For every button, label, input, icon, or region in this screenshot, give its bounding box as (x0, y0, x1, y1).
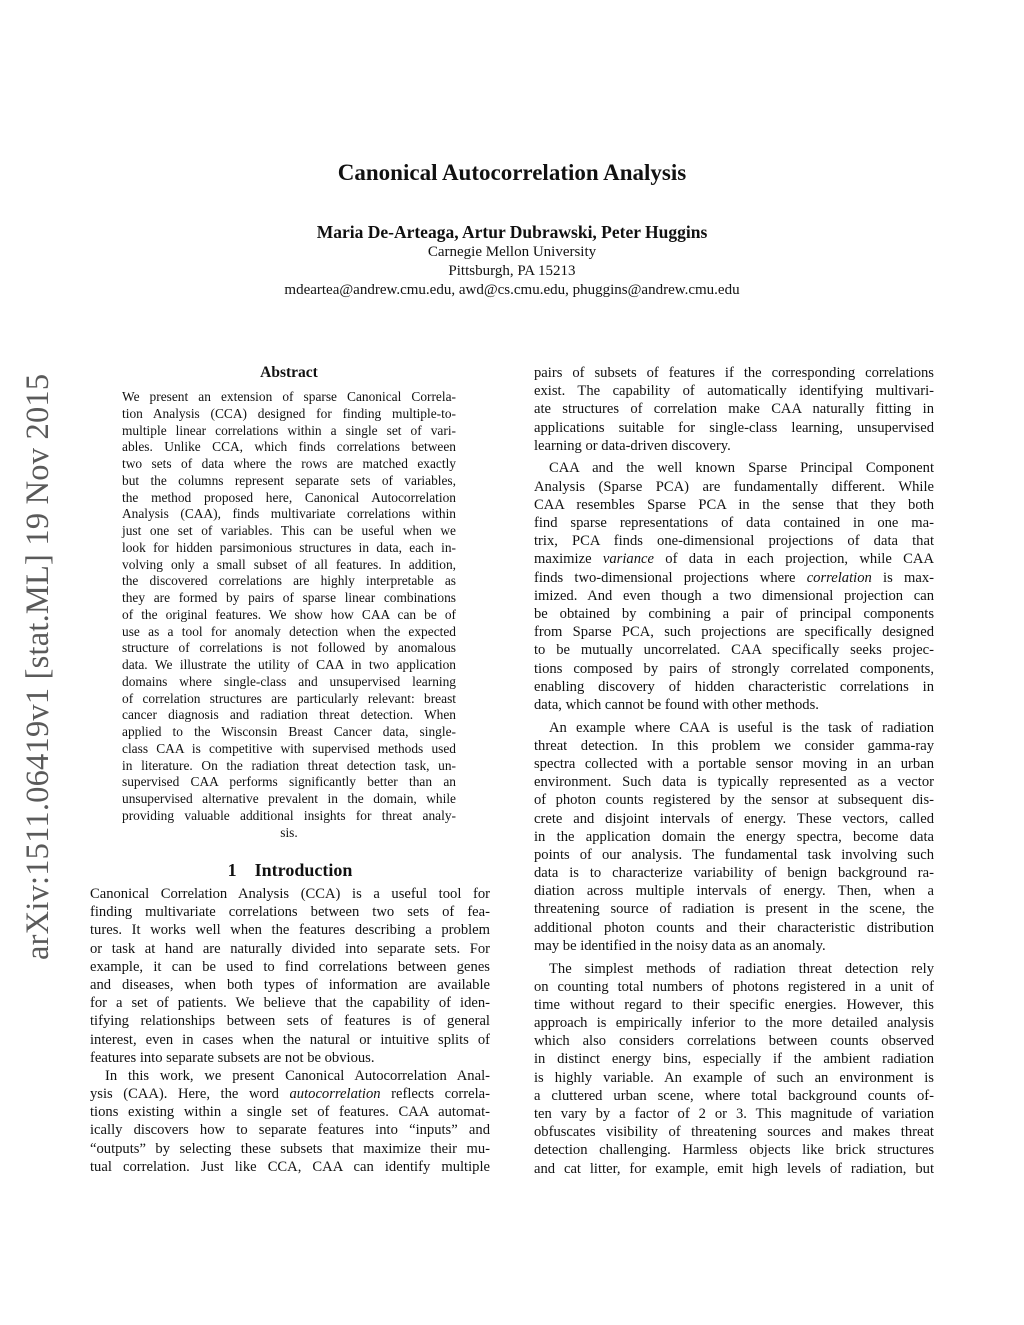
paragraph (534, 960, 934, 1178)
text-line: tual correlation. Just like CCA, CAA can identify multiple (90, 1158, 490, 1175)
paragraph (90, 1067, 490, 1176)
text-line: two sets of data where the rows are matched exactly (122, 456, 456, 471)
text-line: additional photon counts and their characteristic distribution (534, 919, 934, 936)
text-line: sis. (280, 824, 298, 840)
paragraph (90, 885, 490, 1067)
text-line: tions composed by pairs of strongly correlated components, (534, 660, 934, 677)
text-line: imized. And even though a two dimensional projection can (534, 587, 934, 604)
arxiv-identifier: arXiv:1511.06419v1 [stat.ML] 19 Nov 2015 (20, 373, 56, 960)
text-line: trix, PCA finds one-dimensional projections of data that (534, 533, 934, 550)
text-line: example, it can be used to find correlations between genes (90, 958, 490, 975)
section-number: 1 (227, 860, 237, 880)
left-column-text (90, 885, 490, 1176)
address: Pittsburgh, PA 15213 (448, 263, 576, 279)
text-line: environment. Such data is typically represented as a vector (534, 774, 934, 791)
text-line: enabling discovery of hidden characteristic correlations in (534, 678, 934, 695)
text-line: time without regard to their specific energies. However, this (534, 996, 934, 1013)
paper-title: Canonical Autocorrelation Analysis (337, 160, 687, 185)
paragraph (534, 719, 934, 955)
text-line: threat detection. In this problem we consider gamma-ray (534, 737, 934, 754)
text-line: is highly variable. An example of such an environment is (534, 1069, 934, 1086)
text-line: pairs of subsets of features if the corresponding correlations (534, 365, 934, 381)
text-line: applied to the Wisconsin Breast Cancer data, single- (122, 724, 456, 739)
text-line: detection challenging. Harmless objects like brick structures (534, 1142, 934, 1159)
text-line: Canonical Correlation Analysis (CCA) is a useful tool for (90, 886, 490, 902)
abstract-text (122, 389, 456, 841)
text-line: CAA and the well known Sparse Principal Component (549, 460, 934, 477)
text-line: class CAA is competitive with supervised methods used (122, 740, 456, 756)
text-line: supervised CAA performs significantly better than an (122, 774, 456, 790)
emphasis: variance (602, 551, 654, 568)
text-line: ate structures of correlation make CAA naturally fitting in (534, 401, 934, 418)
text-line: to be mutually uncorrelated. CAA specifically seeks projec- (534, 642, 934, 659)
text-line: just one set of variables. This can be useful when we (122, 523, 456, 538)
text-line: may be identified in the noisy data as an anomaly. (534, 937, 826, 954)
text-line: diation across multiple intervals of energy. Then, when a (534, 883, 934, 900)
text-line: crete and disjoint intervals of energy. These vectors, called (534, 810, 934, 827)
text-line: use as a tool for anomaly detection when the expected (122, 623, 456, 639)
text-line: from Sparse PCA, such projections are specifically designed (534, 624, 934, 641)
affiliation: Carnegie Mellon University (427, 244, 597, 260)
abstract-heading: Abstract (260, 364, 318, 381)
text-line: ysis (CAA). Here, the word autocorrelation reflects correla- (90, 1086, 490, 1103)
text-line: “outputs” by selecting these subsets that maximize their mu- (90, 1140, 490, 1157)
text-line: tions existing within a single set of features. CAA automat- (90, 1104, 490, 1121)
text-line: multiple linear correlations within a single set of vari- (122, 422, 456, 438)
text-line: features into separate subsets are not be obvious. (90, 1049, 375, 1066)
text-line: look for hidden parsimonious structures in data, each in- (122, 539, 456, 555)
right-column-text (534, 364, 934, 1178)
text-line: be obtained by combining a pair of principal components (534, 605, 934, 622)
text-line: finding multivariate correlations between two sets of fea- (90, 904, 490, 921)
text-line: find sparse representations of data contained in one ma- (534, 515, 934, 531)
text-line: We present an extension of sparse Canonical Correla- (122, 389, 456, 404)
text-line: spectra collected with a portable sensor moving in an urban (534, 755, 934, 772)
text-line: exist. The capability of automatically identifying multivari- (534, 383, 934, 400)
paragraph (534, 364, 934, 455)
text-line: ables. Unlike CCA, which finds correlations between (122, 439, 456, 455)
text-line: the discovered correlations are highly interpretable as (122, 573, 456, 589)
text-line: points of our analysis. The fundamental task involving such (534, 846, 934, 863)
text-line: Analysis (Sparse PCA) are fundamentally different. While (534, 478, 934, 495)
text-line: interest, even in cases when the natural or intuitive splits of (90, 1031, 490, 1048)
text-line: data, which cannot be found with other methods. (534, 696, 819, 713)
text-line: providing valuable additional insights for threat analy- (122, 807, 456, 823)
text-line: or task at hand are naturally divided into separate sets. For (90, 940, 490, 957)
text-line: of correlation structures are particularly relevant: breast (122, 690, 456, 706)
text-line: approach is empirically inferior to the more detailed analysis (534, 1015, 934, 1032)
author-list: Maria De-Arteaga, Artur Dubrawski, Peter Huggins (316, 222, 708, 242)
text-line: volving only a small subset of all features. In addition, (122, 556, 456, 572)
text-line: and cat litter, for example, emit high levels of radiation, but (534, 1160, 934, 1177)
text-line: domains where single-class and unsupervised learning (122, 673, 456, 689)
section-heading-introduction (90, 860, 490, 881)
emphasis: correlation (806, 569, 872, 586)
text-line: in literature. On the radiation threat detection task, un- (122, 757, 456, 773)
text-line: obfuscates visibility of threatening sources and makes threat (534, 1124, 934, 1141)
text-line: unsupervised alternative prevalent in the domain, while (122, 791, 456, 806)
text-line: the method proposed here, Canonical Autocorrelation (122, 489, 456, 505)
text-line: ten vary by a factor of 2 or 3. This magnitude of variation (534, 1106, 934, 1122)
text-line: and diseases, when both types of information are available (90, 976, 490, 993)
text-line: learning or data-driven discovery. (534, 437, 731, 454)
author-emails: mdeartea@andrew.cmu.edu, awd@cs.cmu.edu, phuggins@andrew.cmu.edu (284, 282, 740, 298)
text-line: structure of correlations is not followed by anomalous (122, 640, 456, 656)
paragraph (534, 459, 934, 714)
text-line: data is to characterize variability of benign background ra- (534, 865, 934, 882)
section-title: Introduction (254, 860, 353, 880)
text-line: The simplest methods of radiation threat detection rely (549, 960, 934, 977)
text-line: In this work, we present Canonical Autocorrelation Anal- (105, 1067, 490, 1084)
text-line: maximize variance of data in each projection, while CAA (534, 551, 934, 568)
text-line: An example where CAA is useful is the task of radiation (549, 719, 934, 736)
text-line: Analysis (CAA), finds multivariate correlations within (122, 506, 456, 522)
text-line: CAA resembles Sparse PCA in the sense that they both (534, 496, 934, 513)
text-line: in distinct energy bins, especially if the ambient radiation (534, 1051, 934, 1068)
text-line: of the original features. We show how CAA can be of (122, 606, 456, 622)
text-line: of photon counts registered by the sensor at subsequent dis- (534, 792, 934, 809)
text-line: for a set of patients. We believe that the capability of iden- (90, 995, 490, 1012)
text-line: cancer diagnosis and radiation threat detection. When (122, 707, 456, 723)
text-line: they are formed by pairs of sparse linear combinations (122, 590, 456, 605)
text-line: in the application domain the energy spectra, become data (534, 828, 934, 845)
text-line: tures. It works well when the features describing a problem (90, 922, 490, 939)
emphasis: autocorrelation (289, 1086, 381, 1103)
text-line: which also considers correlations between counts observed (534, 1033, 934, 1050)
text-line: tion Analysis (CCA) designed for finding multiple-to- (122, 405, 456, 421)
text-line: data. We illustrate the utility of CAA in two application (122, 657, 456, 672)
text-line: but the columns represent separate sets of variables, (122, 472, 456, 488)
abstract-block (122, 364, 456, 841)
text-line: on counting total numbers of photons registered in a unit of (534, 978, 934, 995)
text-line: ically discovers how to separate features into “inputs” and (90, 1122, 490, 1139)
text-line: applications suitable for single-class learning, unsupervised (534, 419, 934, 436)
text-line: threatening source of radiation is present in the scene, the (534, 901, 934, 918)
text-line: a cluttered urban scene, where total background counts of- (534, 1087, 934, 1104)
text-line: finds two-dimensional projections where correlation is max- (534, 569, 934, 586)
text-line: tifying relationships between sets of features is of general (90, 1013, 490, 1030)
